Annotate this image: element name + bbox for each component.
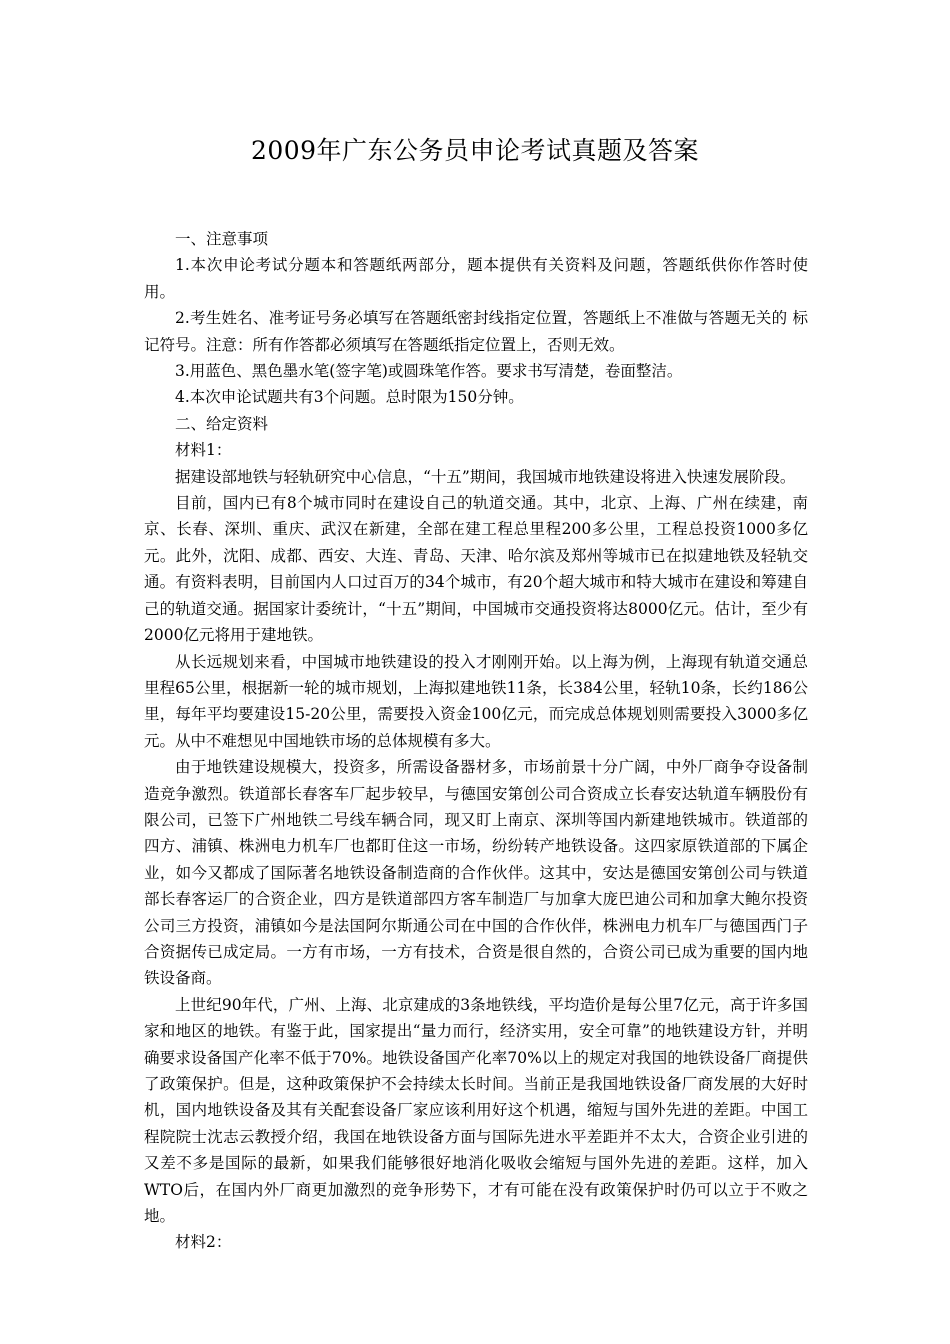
- note-item-1: 1.本次申论考试分题本和答题纸两部分，题本提供有关资料及问题，答题纸供你作答时使用。: [144, 256, 808, 301]
- material-1-paragraph: 从长远规划来看，中国城市地铁建设的投入才刚刚开始。以上海为例，上海现有轨道交通总里程65公里，根据新一轮的城市规划，上海拟建地铁11条，长384公里，轻轨10条，长约186公里，每年平均要建设15-20公里，需要投入资金100亿元，而完成总体规划则需要投入3000多亿元。从中不难想见中国地铁市场的总体规模有多大。: [144, 652, 808, 750]
- material-1-paragraph: 目前，国内已有8个城市同时在建设自己的轨道交通。其中，北京、上海、广州在续建，南京、长春、深圳、重庆、武汉在新建，全部在建工程总里程200多公里，工程总投资1000多亿元。此外，沈阳、成都、西安、大连、青岛、天津、哈尔滨及郑州等城市已在拟建地铁及轻轨交通。有资料表明，目前国内人口过百万的34个城市，有20个超大城市和特大城市在建设和筹建自己的轨道交通。据国家计委统计，“十五”期间，中国城市交通投资将达8000亿元。估计，至少有2000亿元将用于建地铁。: [144, 494, 808, 645]
- note-item-3: 3.用蓝色、黑色墨水笔(签字笔)或圆珠笔作答。要求书写清楚，卷面整洁。: [175, 362, 683, 381]
- material-1-paragraph: 由于地铁建设规模大，投资多，所需设备器材多，市场前景十分广阔，中外厂商争夺设备制造竞争激烈。铁道部长春客车厂起步较早，与德国安第创公司合资成立长春安达轨道车辆股份有限公司，已签下广州地铁二号线车辆合同，现又盯上南京、深圳等国内新建地铁城市。铁道部的四方、浦镇、株洲电力机车厂也都盯住这一市场，纷纷转产地铁设备。这四家原铁道部的下属企业，如今又都成了国际著名地铁设备制造商的合作伙伴。这其中，安达是德国安第创公司与铁道部长春客运厂的合资企业，四方是铁道部四方客车制造厂与加拿大庞巴迪公司和加拿大鲍尔投资公司三方投资，浦镇如今是法国阿尔斯通公司在中国的合作伙伴，株洲电力机车厂与德国西门子合资据传已成定局。一方有市场，一方有技术，合资是很自然的，合资公司已成为重要的国内地铁设备商。: [144, 758, 808, 988]
- material-1-paragraph: 上世纪90年代，广州、上海、北京建成的3条地铁线，平均造价是每公里7亿元，高于许多国家和地区的地铁。有鉴于此，国家提出“量力而行，经济实用，安全可靠”的地铁建设方针，并明确要求设备国产化率不低于70%。地铁设备国产化率70%以上的规定对我国的地铁设备厂商提供了政策保护。但是，这种政策保护不会持续太长时间。当前正是我国地铁设备厂商发展的大好时机，国内地铁设备及其有关配套设备厂家应该利用好这个机遇，缩短与国外先进的差距。中国工程院院士沈志云教授介绍，我国在地铁设备方面与国际先进水平差距并不太大，合资企业引进的又差不多是国际的最新，如果我们能够很好地消化吸收会缩短与国外先进的差距。这样，加入WTO后，在国内外厂商更加激烈的竞争形势下，才有可能在没有政策保护时仍可以立于不败之地。: [144, 995, 808, 1226]
- material-2-label: 材料2：: [175, 1233, 232, 1252]
- note-item-4: 4.本次申论试题共有3个问题。总时限为150分钟。: [175, 388, 524, 407]
- material-1-paragraph: 据建设部地铁与轻轨研究中心信息，“十五”期间，我国城市地铁建设将进入快速发展阶段。: [175, 467, 796, 486]
- note-item-2: 2.考生姓名、准考证号务必填写在答题纸密封线指定位置，答题纸上不准做与答题无关的 标记符号。注意：所有作答都必须填写在答题纸指定位置上，否则无效。: [144, 309, 808, 354]
- document-body: [144, 226, 808, 1256]
- section-heading-notes: 一、注意事项: [175, 230, 269, 248]
- material-1-label: 材料1：: [175, 441, 232, 460]
- document-title: 2009年广东公务员申论考试真题及答案: [250, 136, 700, 165]
- section-heading-materials: 二、给定资料: [175, 414, 269, 433]
